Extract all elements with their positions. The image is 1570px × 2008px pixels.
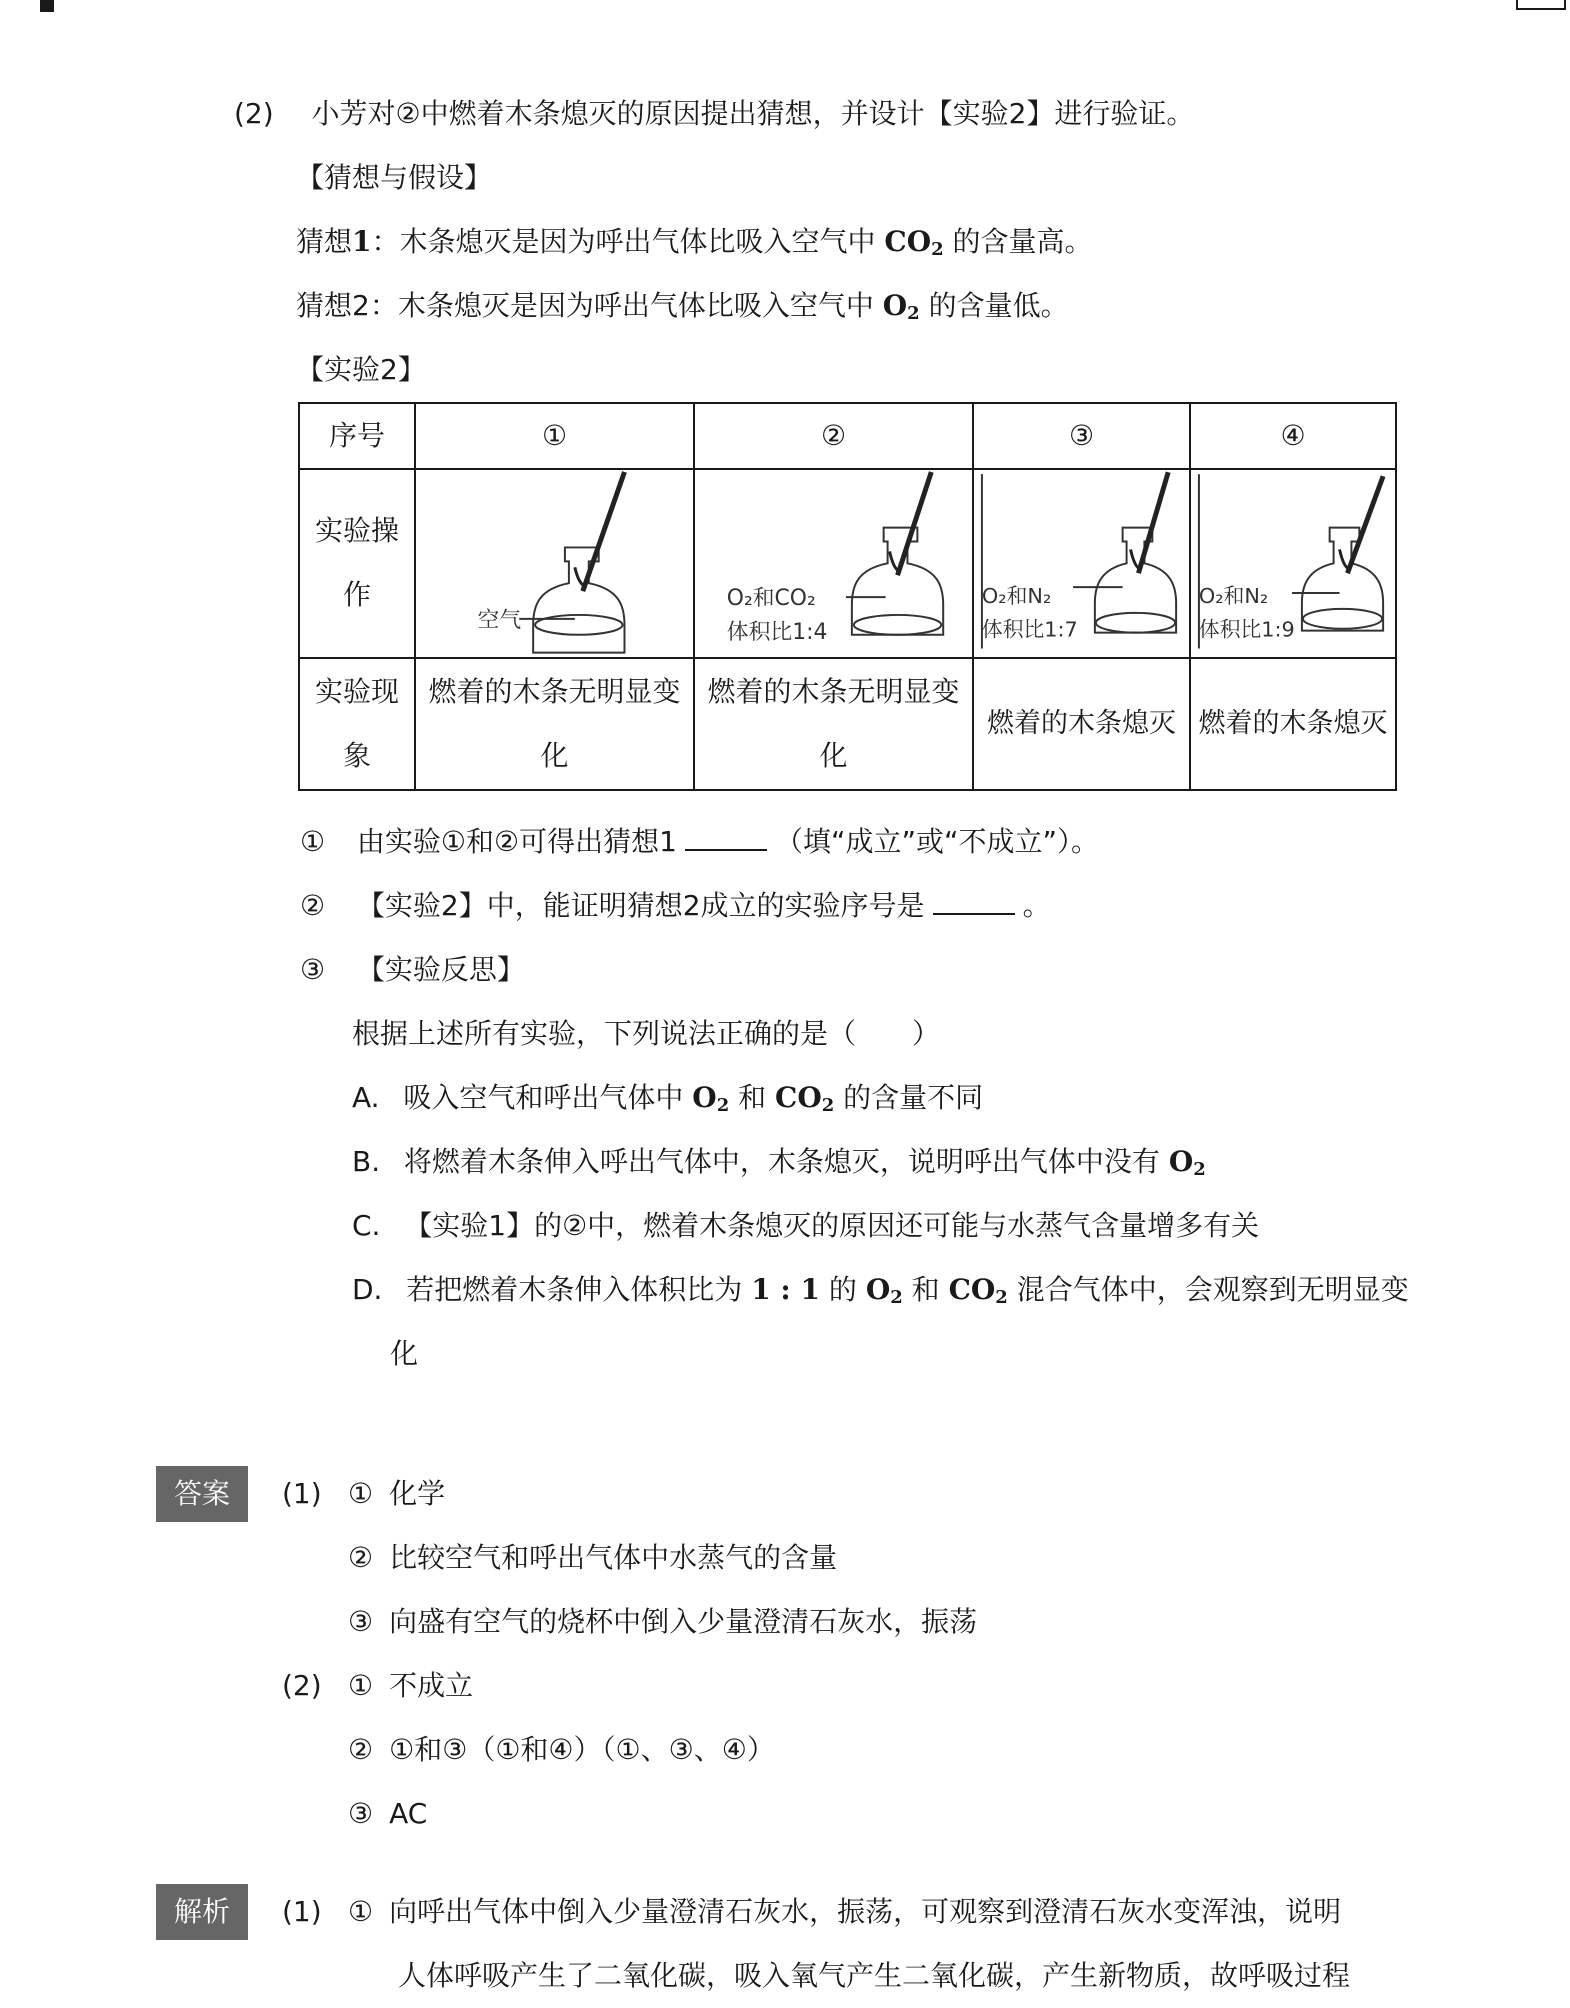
answer-1-3-text: 向盛有空气的烧杯中倒入少量澄清石灰水，振荡 [389, 1605, 978, 1638]
page-corner-mark-right [1516, 0, 1566, 10]
figure-2-label-2: 体积比1:4 [726, 619, 828, 645]
figure-1-label: 空气 [477, 607, 522, 633]
option-a-label: A. [352, 1081, 380, 1114]
answer-2-2-text: ①和③（①和④）（①、③、④） [389, 1733, 775, 1766]
header-cell-4: ④ [1190, 403, 1396, 469]
option-d-label: D. [352, 1273, 383, 1306]
hypothesis-1-number: 1 [352, 225, 372, 258]
reflection-heading: 【实验反思】 [356, 953, 525, 986]
experiment-2-heading: 【实验2】 [296, 353, 426, 386]
table-phenomenon-row [299, 658, 1396, 790]
answer-2-2-mark: ② [348, 1733, 374, 1766]
answer-2-1-mark: ① [348, 1669, 374, 1702]
hypothesis-1-text: ：木条熄灭是因为呼出气体比吸入空气中 [371, 225, 876, 258]
subquestion-3-mark: ③ [300, 953, 326, 986]
figure-4-label-2: 体积比1:9 [1198, 617, 1295, 642]
answer-1-3-mark: ③ [348, 1605, 374, 1638]
figure-3-label-1: O₂和N₂ [981, 583, 1052, 608]
figure-cell-4 [1190, 469, 1396, 658]
header-cell-index: 序号 [299, 403, 415, 469]
option-d[interactable] [352, 1270, 1409, 1318]
option-d-suffix: 混合气体中，会观察到无明显变 [1016, 1273, 1409, 1306]
answer-2-2 [348, 1730, 775, 1770]
figure-3-label-2: 体积比1:7 [981, 617, 1078, 642]
answer-tag: 答案 [156, 1466, 248, 1522]
option-b-text: 将燃着木条伸入呼出气体中，木条熄灭，说明呼出气体中没有 [403, 1145, 1160, 1178]
bottle-figure-3 [974, 470, 1189, 657]
analysis-part-1-label: (1) [282, 1895, 322, 1928]
figure-cell-2 [694, 469, 973, 658]
part-2-intro-text: 小芳对②中燃着木条熄灭的原因提出猜想，并设计【实验2】进行验证。 [311, 97, 1195, 130]
answer-1-2-mark: ② [348, 1541, 374, 1574]
phenomenon-cell-1: 燃着的木条无明显变化 [415, 658, 694, 790]
option-a-suffix: 的含量不同 [843, 1081, 984, 1114]
analysis-1-1-line-1: 向呼出气体中倒入少量澄清石灰水，振荡，可观察到澄清石灰水变浑浊，说明 [389, 1895, 1342, 1928]
experiment-2-table [298, 402, 1397, 791]
analysis-tag: 解析 [156, 1884, 248, 1940]
answer-1-1 [348, 1474, 445, 1514]
hypothesis-2-text: 猜想2：木条熄灭是因为呼出气体比吸入空气中 [296, 289, 874, 322]
chem-o2: $O_2$ [865, 1273, 903, 1308]
phenomenon-row-label: 实验现象 [299, 658, 415, 790]
answer-blank-2[interactable] [933, 887, 1015, 915]
chem-co2: $CO_2$ [775, 1081, 835, 1116]
chem-co2: $CO_2$ [948, 1273, 1008, 1308]
bottle-figure-1 [416, 470, 693, 657]
subquestion-1-mark: ① [300, 825, 326, 858]
figure-4-label-1: O₂和N₂ [1198, 583, 1269, 608]
chem-o2: $O_2$ [692, 1081, 730, 1116]
chem-o2: $O_2$ [882, 289, 920, 324]
header-cell-2: ② [694, 403, 973, 469]
option-a[interactable] [352, 1078, 983, 1126]
figure-cell-1 [415, 469, 694, 658]
part-2-label: (2) [234, 97, 274, 130]
answer-2-1 [348, 1666, 473, 1706]
subquestion-1 [300, 822, 1099, 862]
option-d-text: 若把燃着木条伸入体积比为 [406, 1273, 743, 1306]
part-2-intro [234, 94, 1194, 134]
answer-1-3 [348, 1602, 977, 1642]
option-b[interactable] [352, 1142, 1206, 1190]
option-c-text: 【实验1】的②中，燃着木条熄灭的原因还可能与水蒸气含量增多有关 [404, 1209, 1260, 1242]
hypothesis-1-prefix: 猜想 [296, 225, 353, 258]
phenomenon-cell-2: 燃着的木条无明显变化 [694, 658, 973, 790]
option-d-continuation-text: 化 [390, 1337, 419, 1370]
answer-2-3 [348, 1794, 427, 1834]
option-c[interactable] [352, 1206, 1259, 1246]
page-corner-mark-left [40, 0, 54, 12]
option-d-of: 的 [828, 1273, 857, 1306]
subquestion-2-text: 【实验2】中，能证明猜想2成立的实验序号是 [356, 889, 925, 922]
figure-2-label-1: O₂和CO₂ [726, 586, 816, 612]
option-a-and: 和 [738, 1081, 767, 1114]
answer-2-3-mark: ③ [348, 1797, 374, 1830]
answer-1-2 [348, 1538, 837, 1578]
bottle-figure-2 [695, 470, 972, 657]
subquestion-3 [300, 950, 525, 990]
option-a-text: 吸入空气和呼出气体中 [403, 1081, 684, 1114]
answer-1-1-mark: ① [348, 1477, 374, 1510]
option-c-label: C. [352, 1209, 381, 1242]
header-cell-1: ① [415, 403, 694, 469]
analysis-1-1 [348, 1892, 1341, 1932]
hypothesis-1-suffix: 的含量高。 [952, 225, 1093, 258]
option-d-ratio: 1 : 1 [751, 1273, 820, 1306]
subquestion-2-suffix: 。 [1022, 889, 1051, 922]
chem-o2: $O_2$ [1168, 1145, 1206, 1180]
answer-1-2-text: 比较空气和呼出气体中水蒸气的含量 [389, 1541, 838, 1574]
option-b-label: B. [352, 1145, 381, 1178]
answer-1-1-text: 化学 [389, 1477, 446, 1510]
answer-part-2-label: (2) [282, 1669, 322, 1702]
bottle-figure-4 [1191, 470, 1395, 657]
subquestion-2 [300, 886, 1051, 926]
phenomenon-cell-4: 燃着的木条熄灭 [1190, 658, 1396, 790]
phenomenon-cell-3: 燃着的木条熄灭 [973, 658, 1190, 790]
analysis-1-1-line-2: 人体呼吸产生了二氧化碳，吸入氧气产生二氧化碳，产生新物质，故呼吸过程 [398, 1959, 1351, 1992]
hypothesis-1 [296, 222, 1093, 270]
operation-row-label: 实验操作 [299, 469, 415, 658]
subquestion-1-suffix: （填“成立”或“不成立”）。 [774, 825, 1099, 858]
figure-cell-3 [973, 469, 1190, 658]
reflection-stem: 根据上述所有实验，下列说法正确的是（ ） [352, 1017, 941, 1050]
header-cell-3: ③ [973, 403, 1190, 469]
hypothesis-2-suffix: 的含量低。 [928, 289, 1069, 322]
table-header-row [299, 403, 1396, 469]
subquestion-1-text: 由实验①和②可得出猜想1 [356, 825, 677, 858]
analysis-1-1-mark: ① [348, 1895, 374, 1928]
answer-2-3-text: AC [389, 1797, 428, 1830]
chem-co2: $CO_2$ [884, 225, 944, 260]
table-operation-row [299, 469, 1396, 658]
option-d-and: 和 [911, 1273, 940, 1306]
answer-2-1-text: 不成立 [389, 1669, 474, 1702]
hypothesis-heading: 【猜想与假设】 [296, 161, 493, 194]
answer-blank-1[interactable] [685, 823, 767, 851]
subquestion-2-mark: ② [300, 889, 326, 922]
answer-part-1-label: (1) [282, 1477, 322, 1510]
hypothesis-2 [296, 286, 1069, 334]
